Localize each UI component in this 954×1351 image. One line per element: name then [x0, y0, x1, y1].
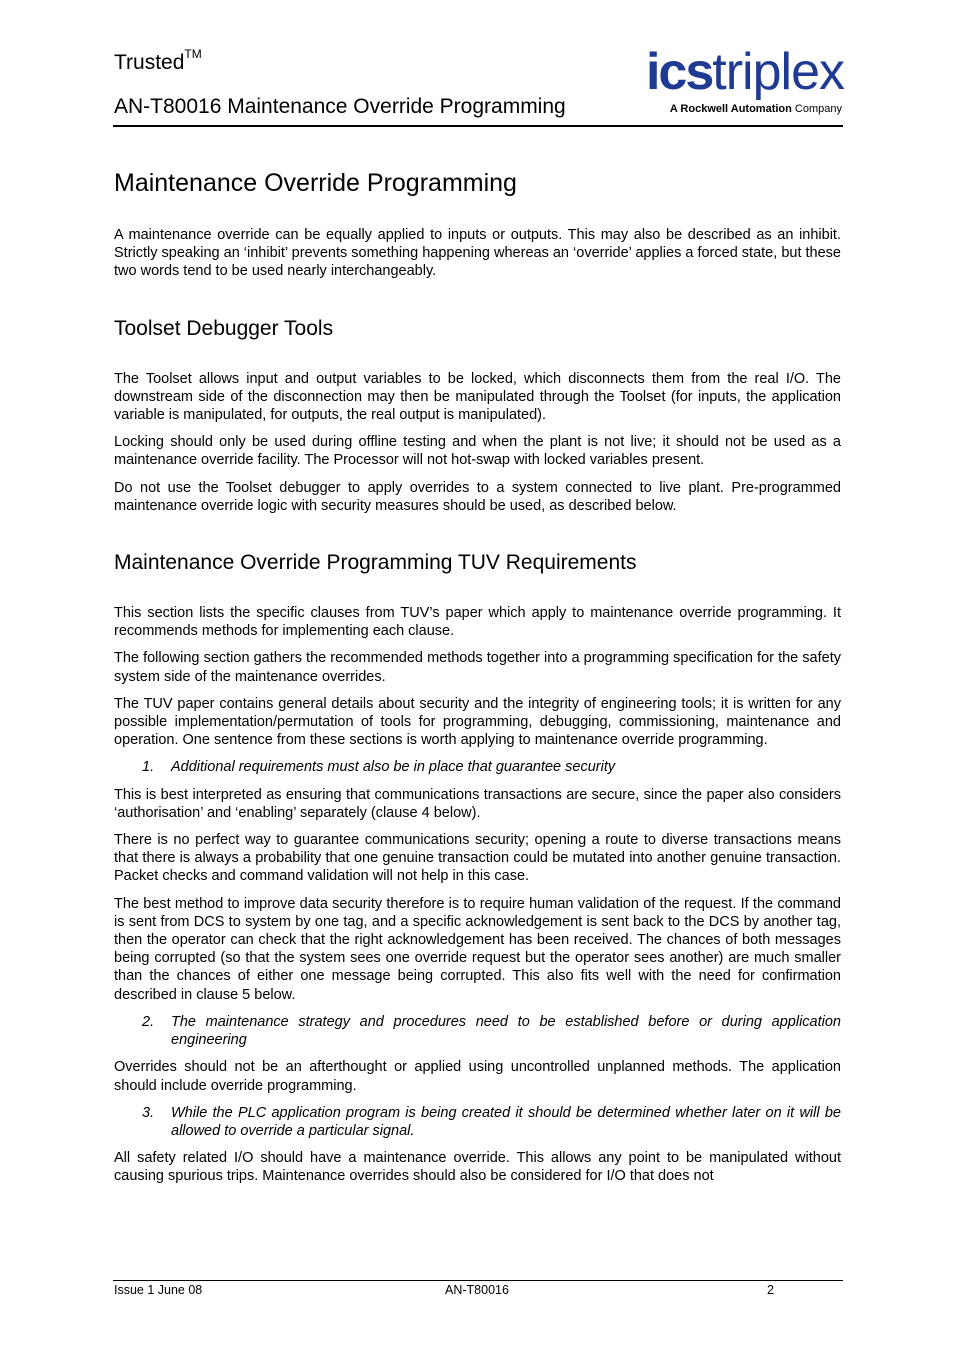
paragraph: There is no perfect way to guarantee communications security; opening a route to diverse transactions means that there is always a probability that one genuine transaction could be mutated into another genuine transaction. Packet checks and command validation will not help in this case. [114, 832, 841, 885]
logo-triplex: triplex [712, 43, 844, 101]
clause-number: 3. [142, 1104, 155, 1121]
paragraph: This is best interpreted as ensuring that communications transactions are secure, since the paper also considers ‘authorisation’ and ‘enabling’ separately (clause 4 below). [114, 786, 841, 821]
logo-tagline-rest: Company [794, 103, 842, 115]
clause-text: Additional requirements must also be in place that guarantee security [171, 759, 616, 776]
header-rule [113, 125, 843, 127]
brand-name [114, 47, 202, 75]
section-gap [114, 524, 841, 548]
section-heading-toolset: Toolset Debugger Tools [114, 316, 334, 340]
trademark-sup: TM [184, 47, 202, 61]
brand-text: Trusted [114, 51, 185, 74]
paragraph: The TUV paper contains general details about security and the integrity of engineering tools; it is written for any possible implementation/permutation of tools for programming, debugging, commissioning, maintenance and operation. One sentence from these sections is worth applying to maintenance override programming. [114, 695, 841, 749]
paragraph: This section lists the specific clauses from TUV’s paper which apply to maintenance override programming. It recommends methods for implementing each clause. [114, 605, 841, 640]
clause-number: 1. [142, 759, 155, 776]
page-title: Maintenance Override Programming [114, 169, 517, 197]
logo-ics: ics [645, 43, 713, 101]
intro-paragraph: A maintenance override can be equally applied to inputs or outputs. This may also be described as an inhibit. Strictly speaking an ‘inhibit’ prevents something happening whereas an ‘override’ applies a forced state, but these two words tend to be used nearly interchangeably. [114, 227, 841, 280]
footer-rule [113, 1280, 843, 1281]
main-content [114, 166, 841, 1186]
clause-item-2 [114, 1013, 841, 1049]
header-doc-title: AN-T80016 Maintenance Override Programming [114, 95, 566, 118]
logo-tagline-bold: A Rockwell Automation [669, 103, 792, 115]
paragraph: The best method to improve data security therefore is to require human validation of the request. If the command is sent from DCS to system by one tag, and a specific acknowledgement is sent back to the DCS by another tag, then the operator can check that the right acknowledgement has been received. The chances of both messages being corrupted (so that the system sees one override request but the operator sees another) are much smaller than the chances of either one message being corrupted. This also fits well with the need for confirmation described in clause 5 below. [114, 895, 841, 1003]
ics-triplex-logo [612, 43, 844, 120]
section-gap [114, 290, 841, 314]
clause-number: 2. [142, 1013, 155, 1030]
clause-item-3 [114, 1104, 841, 1140]
clause-text: While the PLC application program is being created it should be determined whether later on it will be allowed to override a particular signal. [171, 1104, 841, 1139]
paragraph: The following section gathers the recommended methods together into a programming specification for the safety system side of the maintenance overrides. [114, 650, 841, 685]
footer-doc-id: AN-T80016 [445, 1283, 509, 1297]
paragraph: Locking should only be used during offline testing and when the plant is not live; it should not be used as a maintenance override facility. The Processor will not hot-swap with locked variables present. [114, 434, 841, 469]
paragraph: The Toolset allows input and output variables to be locked, which disconnects them from the real I/O. The downstream side of the disconnection may then be manipulated through the Toolset (for inputs, the application variable is manipulated, for outputs, the real output is manipulated). [114, 370, 841, 424]
clause-text: The maintenance strategy and procedures need to be established before or during application engineering [171, 1013, 841, 1049]
paragraph: Overrides should not be an afterthought or applied using uncontrolled unplanned methods. The application should include override programming. [114, 1059, 841, 1094]
section-heading-tuv: Maintenance Override Programming TUV Requirements [114, 551, 637, 575]
logo-wordmark [646, 42, 844, 102]
footer-page-number: 2 [767, 1283, 774, 1297]
footer-issue: Issue 1 June 08 [114, 1283, 203, 1297]
clause-item-1 [114, 758, 841, 776]
paragraph: All safety related I/O should have a maintenance override. This allows any point to be manipulated without causing spurious trips. Maintenance overrides should also be considered for I/O that does not [114, 1150, 841, 1185]
paragraph: Do not use the Toolset debugger to apply overrides to a system connected to live plant. Pre-programmed maintenance override logic with security measures should be used, as described below. [114, 479, 841, 514]
logo-tagline [670, 103, 842, 115]
